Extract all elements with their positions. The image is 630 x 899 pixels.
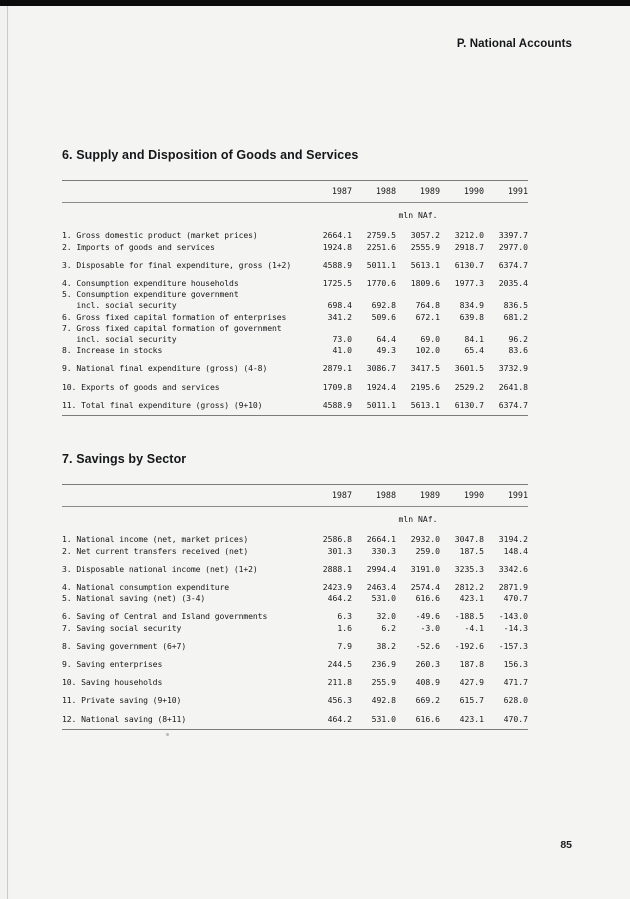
table-6-row-11-v3: 5613.1 (410, 399, 440, 410)
table-7-spacer-g (62, 670, 528, 677)
table-6-block (62, 180, 528, 416)
table-row (62, 534, 528, 545)
table-6-row-5-v5 (484, 289, 528, 300)
table-row (62, 564, 528, 575)
table-6-row-7-v5 (484, 323, 528, 334)
table-7-row-11-v3: 669.2 (415, 695, 440, 706)
table-7-row-10-v2: 255.9 (371, 677, 396, 688)
table-row (62, 382, 528, 393)
table-7-unit-pad-1 (308, 507, 352, 527)
page-number: 85 (560, 839, 572, 851)
table-row (62, 345, 528, 356)
table-6-row-4-v2: 1770.6 (366, 278, 396, 289)
spacer-cell (62, 271, 528, 278)
table-6-row-8-v4: 65.4 (464, 345, 484, 356)
spacer-cell (62, 253, 528, 260)
table-6-spacer-d (62, 356, 528, 363)
table-6-row-8-v1: 41.0 (332, 345, 352, 356)
table-row (62, 289, 528, 300)
table-7-row-1-v2: 2664.1 (366, 534, 396, 545)
table-6-row-7-v3 (396, 323, 440, 334)
table-7-col-1987: 1987 (331, 490, 352, 500)
table-7-row-12-v5: 470.7 (503, 713, 528, 724)
table-6-col-1987: 1987 (331, 186, 352, 196)
table-7-row-7-v5: -14.3 (503, 622, 528, 633)
table-row (62, 230, 528, 241)
table-7-row-3-v2: 2994.4 (366, 563, 396, 574)
table-7-head-body (62, 485, 528, 506)
table-7-unit-row (62, 507, 528, 527)
spacer-cell (62, 223, 528, 230)
table-6-row-4-v5: 2035.4 (498, 278, 528, 289)
table-7-row-12-v2: 531.0 (371, 713, 396, 724)
table-7-row-4-label: 4. National consumption expenditure (62, 582, 230, 593)
table-7-row-2-v4: 187.5 (459, 545, 484, 556)
table-6-row-1-v2: 2759.5 (366, 230, 396, 241)
table-6-row-8-v5: 83.6 (508, 345, 528, 356)
table-7-year-header-row (62, 485, 528, 506)
table-7-col-1991: 1991 (507, 490, 528, 500)
table-7-row-8-v4: -192.6 (454, 640, 484, 651)
table-row (62, 323, 528, 334)
table-6-row-5b-v1: 698.4 (327, 300, 352, 311)
table-7-row-10-label: 10. Saving households (62, 677, 163, 688)
table-6-row-9-v1: 2879.1 (322, 363, 352, 374)
table-7-row-6-v2: 32.0 (376, 611, 396, 622)
table-6-row-2-v2: 2251.6 (366, 241, 396, 252)
table-7-spacer-e (62, 634, 528, 641)
table-7-row-6-v3: -49.6 (415, 611, 440, 622)
table-7-row-5-label: 5. National saving (net) (3-4) (62, 593, 206, 604)
table-6-row-5-v3 (396, 289, 440, 300)
table-7-row-7-v1: 1.6 (337, 622, 352, 633)
table-7-row-11-label: 11. Private saving (9+10) (62, 695, 182, 706)
table-6-row-5b-label: incl. social security (62, 300, 177, 311)
table-7-row-3-label: 3. Disposable national income (net) (1+2) (62, 563, 258, 574)
table-7-bottom-rule (62, 729, 528, 730)
table-7-row-8-v2: 38.2 (376, 640, 396, 651)
table-7-row-9-label: 9. Saving enterprises (62, 659, 163, 670)
table-6-row-10-v5: 2641.8 (498, 381, 528, 392)
table-6-row-7b-v5: 96.2 (508, 334, 528, 345)
table-6-row-6-v1: 341.2 (327, 311, 352, 322)
table-7-row-8-v5: -157.3 (498, 640, 528, 651)
spacer-cell (62, 707, 528, 714)
table-6-row-10-v3: 2195.6 (410, 381, 440, 392)
table-7-row-4-v3: 2574.4 (410, 582, 440, 593)
table-6-row-11-v1: 4588.9 (322, 399, 352, 410)
section-title-table-6: 6. Supply and Disposition of Goods and Services (62, 148, 359, 162)
table-row (62, 242, 528, 253)
table-6-spacer-c (62, 271, 528, 278)
table-6-row-5b-v4: 834.9 (459, 300, 484, 311)
table-row (62, 623, 528, 634)
table-6-row-11-v5: 6374.7 (498, 399, 528, 410)
spacer-cell (62, 652, 528, 659)
table-6-row-9-v2: 3086.7 (366, 363, 396, 374)
spacer-cell (62, 375, 528, 382)
table-6-unit-row (62, 203, 528, 223)
table-7-row-11-v2: 492.8 (371, 695, 396, 706)
spacer-cell (62, 604, 528, 611)
scan-speck (166, 733, 169, 736)
table-7-row-1-label: 1. National income (net, market prices) (62, 534, 249, 545)
table-6-row-4-v1: 1725.5 (322, 278, 352, 289)
table-6-row-2-v3: 2555.9 (410, 241, 440, 252)
table-7-row-1-v3: 2932.0 (410, 534, 440, 545)
table-row (62, 278, 528, 289)
table-6-row-7-v1 (308, 323, 352, 334)
table-6-row-7-v2 (352, 323, 396, 334)
table-6-row-10-v4: 2529.2 (454, 381, 484, 392)
table-6-head-body (62, 181, 528, 202)
spacer-cell (62, 575, 528, 582)
table-6-row-10-label: 10. Exports of goods and services (62, 381, 220, 392)
table-7-row-4-v1: 2423.9 (322, 582, 352, 593)
table-6-row-4-v3: 1809.6 (410, 278, 440, 289)
table-7-spacer-b (62, 557, 528, 564)
table-7-row-8-v3: -52.6 (415, 640, 440, 651)
table-6-row-1-v5: 3397.7 (498, 230, 528, 241)
spacer-cell (62, 670, 528, 677)
table-row (62, 334, 528, 345)
table-6-row-3-v1: 4588.9 (322, 259, 352, 270)
table-6-row-6-v4: 639.8 (459, 311, 484, 322)
table-row (62, 300, 528, 311)
table-6-row-10-v2: 1924.4 (366, 381, 396, 392)
table-7-row-2-v3: 259.0 (415, 545, 440, 556)
table-7-row-1-v1: 2586.8 (322, 534, 352, 545)
table-7-spacer-d (62, 604, 528, 611)
table-6-row-5-label: 5. Consumption expenditure government (62, 289, 239, 300)
table-7-row-7-v2: 6.2 (381, 622, 396, 633)
table-7 (62, 485, 528, 506)
table-7-block (62, 484, 528, 730)
table-6-row-9-label: 9. National final expenditure (gross) (4-8) (62, 363, 268, 374)
table-7-row-10-v5: 471.7 (503, 677, 528, 688)
table-7-unit-pad-3 (440, 507, 484, 527)
table-6-spacer-e (62, 375, 528, 382)
table-7-row-11-v5: 628.0 (503, 695, 528, 706)
table-7-row-2-v2: 330.3 (371, 545, 396, 556)
table-7-row-5-v4: 423.1 (459, 593, 484, 604)
table-7-unit-spacer (62, 507, 308, 527)
table-7-row-6-v5: -143.0 (498, 611, 528, 622)
table-6-row-8-v2: 49.3 (376, 345, 396, 356)
table-7-row-5-v5: 470.7 (503, 593, 528, 604)
table-6-row-5-v1 (308, 289, 352, 300)
table-7-row-2-label: 2. Net current transfers received (net) (62, 545, 249, 556)
table-6-col-1991: 1991 (507, 186, 528, 196)
table-7-row-2-v1: 301.3 (327, 545, 352, 556)
spacer-cell (62, 634, 528, 641)
table-6-unit-pad-3 (440, 203, 484, 223)
table-6-row-3-v2: 5011.1 (366, 259, 396, 270)
table-7-row-7-label: 7. Saving social security (62, 622, 182, 633)
table-6-unit-pad-4 (484, 203, 528, 223)
table-row (62, 260, 528, 271)
table-6-unit-spacer (62, 203, 308, 223)
table-7-row-12-v1: 464.2 (327, 713, 352, 724)
table-6-row-7b-v4: 84.1 (464, 334, 484, 345)
table-7-row-5-v3: 616.6 (415, 593, 440, 604)
table-6-row-1-v4: 3212.0 (454, 230, 484, 241)
table-6-row-5-v2 (352, 289, 396, 300)
table-6-row-6-label: 6. Gross fixed capital formation of enterprises (62, 311, 287, 322)
table-7-row-12-v4: 423.1 (459, 713, 484, 724)
table-6-row-10-v1: 1709.8 (322, 381, 352, 392)
table-6-unit-pad-2 (352, 203, 396, 223)
table-6-row-3-v3: 5613.1 (410, 259, 440, 270)
table-7-spacer-a (62, 527, 528, 534)
table-6-row-7b-label: incl. social security (62, 334, 177, 345)
table-6-spacer-a (62, 223, 528, 230)
table-6-bottom-rule (62, 415, 528, 416)
table-7-header-label-cell (62, 485, 308, 506)
table-6-row-2-v1: 1924.8 (322, 241, 352, 252)
table-7-row-4-v2: 2463.4 (366, 582, 396, 593)
table-row (62, 611, 528, 622)
table-6-row-1-label: 1. Gross domestic product (market prices) (62, 230, 258, 241)
table-6-col-1989: 1989 (419, 186, 440, 196)
table-7-row-5-v1: 464.2 (327, 593, 352, 604)
table-7-spacer-i (62, 707, 528, 714)
table-6-row-8-v3: 102.0 (415, 345, 440, 356)
table-6-row-3-label: 3. Disposable for final expenditure, gross (1+2) (62, 259, 292, 270)
table-6-row-9-v5: 3732.9 (498, 363, 528, 374)
table-7-row-10-v1: 211.8 (327, 677, 352, 688)
table-6-row-7b-v3: 69.0 (420, 334, 440, 345)
table-row (62, 400, 528, 411)
table-6-row-7b-v2: 64.4 (376, 334, 396, 345)
table-7-row-6-v1: 6.3 (337, 611, 352, 622)
spacer-cell (62, 393, 528, 400)
table-7-row-1-v5: 3194.2 (498, 534, 528, 545)
table-6-row-5-v4 (440, 289, 484, 300)
running-head: P. National Accounts (456, 38, 572, 50)
spacer-cell (62, 527, 528, 534)
table-6-row-3-v5: 6374.7 (498, 259, 528, 270)
table-6-row-6-v3: 672.1 (415, 311, 440, 322)
table-6-row-2-v5: 2977.0 (498, 241, 528, 252)
table-7-row-12-v3: 616.6 (415, 713, 440, 724)
table-7-row-9-v4: 187.8 (459, 659, 484, 670)
table-6-row-7-label: 7. Gross fixed capital formation of government (62, 322, 282, 333)
table-7-row-9-v2: 236.9 (371, 659, 396, 670)
table-7-row-7-v4: -4.1 (464, 622, 484, 633)
table-7-unit-pad-2 (352, 507, 396, 527)
table-6-row-5b-v3: 764.8 (415, 300, 440, 311)
table-6-row-5b-v5: 836.5 (503, 300, 528, 311)
table-6-row-11-label: 11. Total final expenditure (gross) (9+10) (62, 399, 263, 410)
table-6-body (62, 203, 528, 415)
section-title-table-7: 7. Savings by Sector (62, 452, 187, 466)
table-row (62, 582, 528, 593)
table-7-row-3-v5: 3342.6 (498, 563, 528, 574)
table-6-row-6-v2: 509.6 (371, 311, 396, 322)
table-6-row-11-v2: 5011.1 (366, 399, 396, 410)
table-6-row-2-label: 2. Imports of goods and services (62, 241, 215, 252)
table-6-row-7-v4 (440, 323, 484, 334)
table-row (62, 546, 528, 557)
table-7-row-8-v1: 7.9 (337, 640, 352, 651)
table-row (62, 363, 528, 374)
spacer-cell (62, 688, 528, 695)
table-7-row-6-v4: -188.5 (454, 611, 484, 622)
table-7-row-3-v1: 2888.1 (322, 563, 352, 574)
table-6-row-9-v3: 3417.5 (410, 363, 440, 374)
table-6-unit-pad-1 (308, 203, 352, 223)
table-6-col-1988: 1988 (375, 186, 396, 196)
table-7-row-10-v4: 427.9 (459, 677, 484, 688)
table-7-spacer-c (62, 575, 528, 582)
table-6-spacer-b (62, 253, 528, 260)
table-6-row-4-v4: 1977.3 (454, 278, 484, 289)
table-6-unit-label: mln NAf. (398, 210, 438, 221)
table-row (62, 695, 528, 706)
table-6-row-6-v5: 681.2 (503, 311, 528, 322)
table-7-row-1-v4: 3047.8 (454, 534, 484, 545)
table-7-body (62, 507, 528, 729)
table-7-row-4-v5: 2871.9 (498, 582, 528, 593)
table-7-row-9-v5: 156.3 (503, 659, 528, 670)
table-6-spacer-f (62, 393, 528, 400)
table-7-spacer-f (62, 652, 528, 659)
table-row (62, 641, 528, 652)
table-6-row-1-v3: 3057.2 (410, 230, 440, 241)
table-7-row-3-v4: 3235.3 (454, 563, 484, 574)
table-6-row-1-v1: 2664.1 (322, 230, 352, 241)
table-7-spacer-h (62, 688, 528, 695)
table-7-row-8-label: 8. Saving government (6+7) (62, 640, 187, 651)
table-6-row-9-v4: 3601.5 (454, 363, 484, 374)
table-6-row-5b-v2: 692.8 (371, 300, 396, 311)
table-7-row-4-v4: 2812.2 (454, 582, 484, 593)
table-6 (62, 181, 528, 202)
table-7-row-5-v2: 531.0 (371, 593, 396, 604)
table-7-row-6-label: 6. Saving of Central and Island governments (62, 611, 268, 622)
table-6-body-table (62, 203, 528, 415)
table-6-row-3-v4: 6130.7 (454, 259, 484, 270)
table-row (62, 677, 528, 688)
table-6-year-header-row (62, 181, 528, 202)
spacer-cell (62, 356, 528, 363)
table-6-row-2-v4: 2918.7 (454, 241, 484, 252)
table-6-row-7b-v1: 73.0 (332, 334, 352, 345)
table-7-col-1989: 1989 (419, 490, 440, 500)
table-6-row-4-label: 4. Consumption expenditure households (62, 278, 239, 289)
table-row (62, 659, 528, 670)
spacer-cell (62, 557, 528, 564)
table-6-col-1990: 1990 (463, 186, 484, 196)
table-7-col-1990: 1990 (463, 490, 484, 500)
table-7-row-11-v1: 456.3 (327, 695, 352, 706)
table-row (62, 312, 528, 323)
table-6-header-label-cell (62, 181, 308, 202)
table-row (62, 593, 528, 604)
table-row (62, 714, 528, 725)
table-6-row-11-v4: 6130.7 (454, 399, 484, 410)
table-7-row-3-v3: 3191.0 (410, 563, 440, 574)
table-6-row-8-label: 8. Increase in stocks (62, 345, 163, 356)
table-7-row-11-v4: 615.7 (459, 695, 484, 706)
table-7-row-7-v3: -3.0 (420, 622, 440, 633)
table-7-row-12-label: 12. National saving (8+11) (62, 713, 187, 724)
table-7-row-10-v3: 408.9 (415, 677, 440, 688)
table-7-body-table (62, 507, 528, 729)
table-7-row-9-v3: 260.3 (415, 659, 440, 670)
table-7-unit-pad-4 (484, 507, 528, 527)
table-7-row-2-v5: 148.4 (503, 545, 528, 556)
table-7-unit-label: mln NAf. (398, 514, 438, 525)
table-7-row-9-v1: 244.5 (327, 659, 352, 670)
table-7-col-1988: 1988 (375, 490, 396, 500)
